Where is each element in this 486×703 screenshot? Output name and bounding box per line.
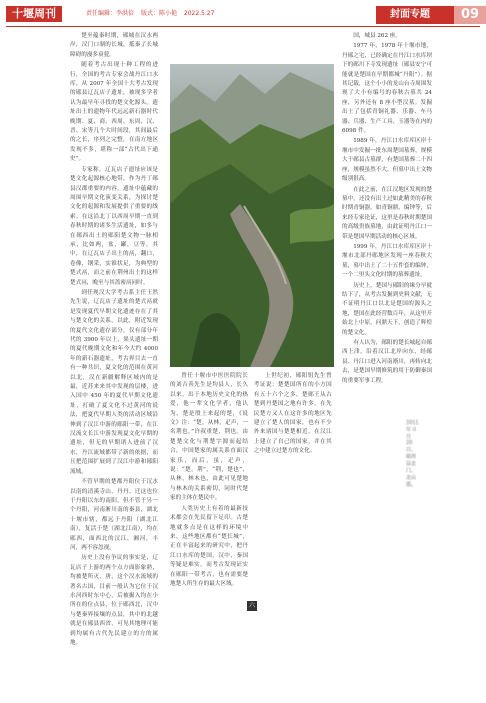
middle-subcolumn-a <box>170 372 248 590</box>
article-column-middle <box>170 372 334 590</box>
paragraph: 专家称，辽瓦店子遗址应该是楚文化起源核心地带，作为丹丁郧县汉郡重要的内容，遗址中蕴藏的周围早期文化演变关系，为探讨楚文化的起源和发展提供了重要的线索。在这沿北丁以西周早期一直到春秋时期的诸多生活遗址，如多与在郧西出土的郧阳楚文物一脉相承，比如两，盆，罐，豆等，其中，在辽瓦店子出土的鬲，翻口，卷像，钢采，实锥状足，为典型的楚式鬲，而之前在荆州出土的这样楚式鬲，晚至与其蔷密鬲同时。 <box>70 166 158 286</box>
paragraph: 上世纪初，郧阳钥先生曾考证说：楚楚国所在的小方国有五十六个之多，楚郧王从古楚到丹楚国之地有许多，在先民楚方又人在这许多的地区先建立了楚人的国家，也有不少外来诸国与楚楚相近，在汉江上建立了自己的国家，并在其之中建立过楚方的文化。 <box>253 373 332 455</box>
photo-illustration <box>170 64 334 367</box>
photo-caption: 2011 年 4 月 20 日，郧西县北门、北山寨。 <box>406 420 419 488</box>
designer-credit: 版式：陈小艳 <box>140 10 177 17</box>
paragraph: 不管早期的楚都丹阳位于汉水以南的清溪寺山、丹丹、迁这也位于丹阳以东的南阳，但不管于另一个丹阳，河南淅川南的秦县，湖北十堰市辖，都远于丹阳（湖北江南），复活于楚（湖北江南），均在郧西，面西北的汉江，湘河，丰河，两不容忽视。 <box>70 479 158 551</box>
paragraph: 楚至蕴秦时期，郧城在汉水两岸，汉门口制的长城，抵秦了长城障碍的漫多衰甍。 <box>70 33 158 58</box>
paper-name: 十堰周刊 <box>6 6 62 22</box>
paragraph: 到任现汉大学考古系主任王然先生说，辽瓦店子遗址的楚式鬲就是发现夏代早期文化遗迹存在了其与楚文化的关系。以此，附近发现的夏代文化遗存部分，仅有部分年代的 3900 年以上，果头遗址一期的夏代晚期文化和年今大约 4000 年的新石器遗址，考古界目去一直有一种共识，夏文化的范围在黄河以北，汉在新疆解释区域内的是最，近苏来来其中发现的层楼，进入国中 450 年的夏代早期文化遗址，打破了夏文化不过黄河的说法，把夏代早期人类的活动区域沿伸到了汉江中游的郧阳一带，在江汉流文长江中游发现夏文化早期的遗址，但无的早期诸人进前了汉水，丹江流域都带了新的依据，而且把范围扩展到了汉江中游和郧阳流域。 <box>70 289 158 475</box>
issue-date: 2022.5.27 <box>183 10 215 17</box>
paragraph: 随着考古出现十种工程的进行，全国的考古专家会战丹江口水库，从 2007 年全国十大考古发现的郧县辽瓦店子遗址，被现多学者认为最早年寻找的楚文化源头。遗址出土的遗物年代远远新石器时代晚期、夏、商、西周、东周、汉、晋、宋等几个大时间段，其间最后的之长，序列之完整，在南方地区发现不多，堪称一部“古代出下通史”。 <box>70 62 158 163</box>
paragraph: 国，城县 262 座。 <box>353 33 401 39</box>
paragraph: 人类历史上有着的最新技术都会在先民留下足印。古楚地就多点是在这样的环境中来，这些地区都有“楚长城”，正在丰富起来的研究中，把丹江口水库的楚国，汉中，秦国等疑是难实，而考古发现证实在郧阳一带考古，也有需要楚地楚人所生存的最大区域。 <box>170 505 248 587</box>
section-tab <box>376 6 486 24</box>
article-column-left <box>70 32 158 649</box>
editor-credit: 责任编辑：李洪倍 <box>86 10 135 17</box>
paragraph: 在此之前，在江汉地区发现的楚墓中，还没有出土过如此精美的春秋时期青铜器，如青铜鼎，编钟等，后来经专家论证，这里是春秋时期楚国的高级贵族墓地，由此证明丹江口一带是楚国早期活动的核心区域。 <box>342 186 432 240</box>
article-column-right <box>342 32 432 387</box>
section-marker: 六 <box>248 602 255 609</box>
paragraph: 历史上没有争议的事实是，辽瓦店子上游的两个点方面影象熟，均被楚所灭，唐，这个汉水流域的著名古国，目前一般认为它位于汉水河西时东中心，后被掘入均在小所在的位点县，位于郧西北，汉中与楚秦界接壤的点县，其中的北越就是在郧县西省，可见其地理可能到均属有古代先民建立的方的属地。 <box>70 555 158 646</box>
middle-subcolumn-b <box>254 372 332 458</box>
masthead <box>0 0 486 26</box>
paragraph: 曾任十堰市中医医院院长的刘吉善先生是均县人，长久以来，出于本地历史文化的热爱，他一辈文化学者，他认为，楚是殷上来起的楚，《说文》注：“楚，从林，疋声，一名荆也。”许叔重楚，荆也。由楚楚文化与荆楚字源而起结合，中国楚家的属关系直面汉家乐，而后，虽，疋声，说：“楚，荆”，“荆，楚也”，从林，林木也，由此可见楚地与林木的关系密切，同时代楚家的主体在楚民中。 <box>170 373 248 502</box>
paragraph: 有人认为，郧阳的楚长城起自郧西上津，沿着汉江北岸向东，经郧县、丹江口进入河南淅川，再转向北去，是楚国早期修筑的用于防御秦国的重要军事工程。 <box>342 340 432 384</box>
paragraph: 历史上，楚国与郧阳的缘分早就结下了，从考古发掘到史料文献，无不证明丹江口以北是楚国的源头之地，楚国在此经营数百年，从这里开始北上中原，问鼎天下，创造了辉煌的楚文化。 <box>342 282 432 336</box>
page-number: 09 <box>454 6 486 24</box>
paragraph: 1989 年，丹江口水库库区岸十堰市中发掘一批东周楚国墓葬，规模大于郧县古墓群，有楚国墓葬二十四座，规模虽然不大，但墓中出土文物级别很高。 <box>342 138 432 183</box>
section-title: 封面专题 <box>390 9 430 20</box>
header-rule <box>6 26 480 27</box>
paragraph: 1977 年，1978 年十堰市地，丹郧之宅，已经确定在丹江口水库坝下的郧川下寺发现遗址（郧县安宁可能就是楚国在早期都城“丹阳”）。据其记载，这个小小的龙山台寺周围发现了大小有编号的春秋古墓共 24 座，另外还有 8 座小型汉墓。发掘出土了包括青铜礼器、乐器、车马器、兵器、生产工具、玉器等在内的 6098 件。 <box>342 43 432 135</box>
masthead-meta <box>86 7 219 21</box>
paragraph: 1999 年，丹江口水库库区岸十堰市北部丹郧地区发现一座春秋大墓，墓中出土了二十五件套的编钟，一个二里头文化时期的墓葬遗址。 <box>342 243 432 279</box>
